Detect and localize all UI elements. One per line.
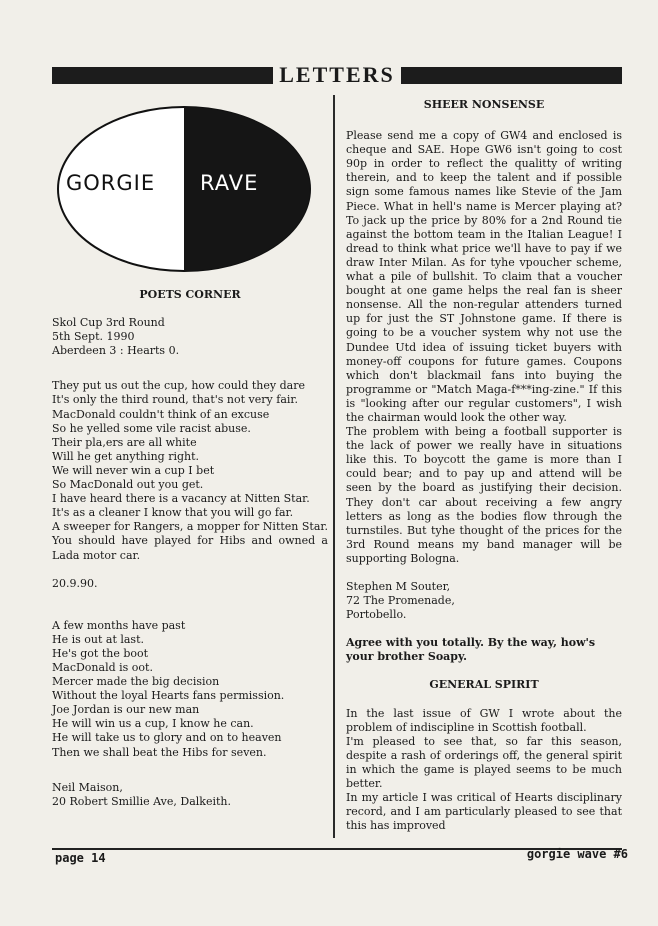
letters-banner [52,62,622,88]
logo-word-rave: RAVE [200,171,259,195]
poem-line: Then we shall beat the Hibs for seven. [52,745,267,759]
poem-line: They put us out the cup, how could they dare [52,379,305,393]
poem-line: We will never win a cup I bet [52,463,215,477]
poem-line: It's only the third round, that's not very fair. [52,393,298,407]
article-paragraph: In my article I was critical of Hearts disciplinary record, and I am particularly pleased to see that this has improved [346,791,622,833]
letter-paragraph: Please send me a copy of GW4 and enclosed is cheque and SAE. Hope GW6 isn't going to cost 90p in order to reflect the qualitty of writing therein, and to keep the talent and if possible sign some famous names like Stevie of the Jam Piece. What in hell's name is Mercer playing at? To jack up the price by 80% for a 2nd Round tie against the bottom team in the Italian League! I dread to think what price we'll have to pay if we draw Inter Milan. As for tyhe vpoucher scheme, what a pile of bullshit. To claim that a voucher bought at one game helps the real fan is sheer nonsense. All the non-regular attenders turned up for just the ST Johnstone game. If there is going to be a voucher system why not use the Dundee Utd idea of issuing ticket buyers with money-off coupons for future games. Coupons which don't blackmail fans into buying the programme or "Match Maga-f***ing-zine." If this is "looking after our regular customers", I wish the chairman would look the other way. [346,129,622,424]
poem-line: MacDonald is oot. [52,660,153,674]
left-column [52,98,328,809]
article-paragraph: I'm pleased to see that, so far this season, despite a rash of orderings off, the general spirit in which the game is played seems to be much better. [346,734,622,791]
poem-line: It's as a cleaner I know that you will go far. [52,506,294,520]
banner-bar-right [401,67,622,84]
banner-bar-left [52,67,273,84]
right-column [346,98,622,833]
poem-line: Without the loyal Hearts fans permission. [52,689,285,703]
editor-reply: Agree with you totally. By the way, how's your brother Soapy. [346,636,596,664]
poem-line: MacDonald couldn't think of an excuse [52,407,270,421]
column-divider [333,95,335,838]
poem-line: He's got the boot [52,646,149,660]
letter-paragraph: The problem with being a football supporter is the lack of power we really have in situations like this. To boycott the game is more than I could bear; and to pay up and attend will be seen by the board as justifying their decision. They don't car about receiving a few angry letters as long as the bodies flow through the turnstiles. But tyhe thought of the prices for the 3rd Round means my band manager will be supporting Bologna. [346,425,622,565]
fixture-line: Aberdeen 3 : Hearts 0. [52,344,180,358]
poem-line: Mercer made the big decision [52,675,220,689]
poem-line: A few months have past [52,618,186,632]
poem-second [52,619,328,760]
general-spirit-heading: GENERAL SPIRIT [429,678,539,692]
letter-signature: 72 The Promenade, [346,594,455,608]
poem-date: 20.9.90. [52,576,98,590]
poem-line: I have heard there is a vacancy at Nitten Star. [52,492,310,506]
poem-signature: Neil Maison, [52,780,123,794]
poem-signature: 20 Robert Smillie Ave, Dalkeith. [52,794,231,808]
poem-line: A sweeper for Rangers, a mopper for Nitten Star. [52,520,328,534]
poem-line: Joe Jordan is our new man [52,703,200,717]
page-number: page 14 [55,851,106,865]
article-paragraph: In the last issue of GW I wrote about the problem of indiscipline in Scottish football. [346,706,622,734]
poem-line: He will take us to glory and on to heaven [52,731,282,745]
poem-line: Their pla,ers are all white [52,435,197,449]
magazine-issue: gorgie wave #6 [526,847,628,861]
poem-line: He is out at last. [52,632,144,646]
fixture-line: 5th Sept. 1990 [52,330,135,344]
poem-first [52,379,328,562]
logo-word-gorgie: GORGIE [66,171,156,195]
letter-signature: Stephen M Souter, [346,580,451,593]
poem-line: He will win us a cup, I know he can. [52,717,254,731]
poets-corner-heading: POETS CORNER [139,288,241,301]
fixture-line: Skol Cup 3rd Round [52,316,165,330]
page-title: LETTERS [279,62,395,87]
poem-line: So MacDonald out you get. [52,478,204,492]
gorgie-rave-logo [56,104,312,274]
poem-line: You should have played for Hibs and owned a Lada motor car. [52,534,328,562]
letter-signature: Portobello. [346,608,407,622]
poem-line: So he yelled some vile racist abuse. [52,421,251,435]
sheer-nonsense-heading: SHEER NONSENSE [423,98,545,111]
poem-line: Will he get anything right. [52,449,200,463]
